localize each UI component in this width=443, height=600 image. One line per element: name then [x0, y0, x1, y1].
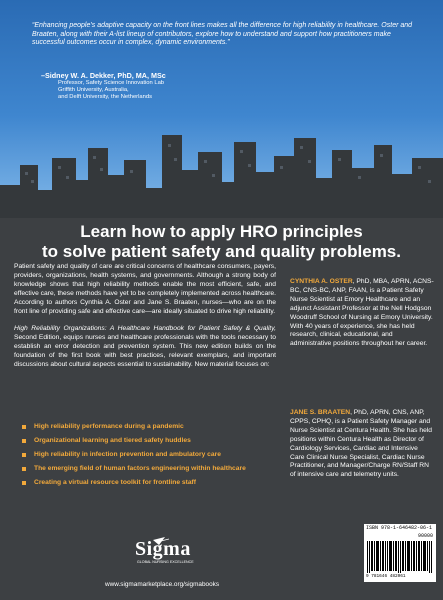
author-name: JANE S. BRAATEN [290, 409, 351, 416]
description [14, 263, 276, 379]
bullet-square-icon [22, 467, 26, 471]
quote-affiliation-1: Professor, Safety Science Innovation Lab [58, 80, 165, 86]
barcode-bars [367, 541, 433, 573]
barcode-number: 9 781646 482061 [366, 574, 406, 579]
description-paragraph-2-text: Second Edition, equips nurses and healthcare professionals with the tools necessary to establish an error detection and prevention system. This new edition builds on the foundation of the first book with best practices, relevant exemplars, and important discussions about cultural aspects essential to sustainability. New material focuses on: [14, 334, 276, 369]
author-bio-braaten [290, 409, 434, 480]
sigma-logo-tagline: GLOBAL NURSING EXCELLENCE [137, 560, 194, 564]
publisher-url: www.sigmamarketplace.org/sigmabooks [105, 581, 220, 588]
new-material-list [14, 420, 276, 490]
list-item: The emerging field of human factors engineering within healthcare [14, 462, 276, 476]
bullet-square-icon [22, 481, 26, 485]
quote-affiliation-2: Griffith University, Australia, [58, 87, 129, 93]
list-item: High reliability in infection prevention and ambulatory care [14, 448, 276, 462]
headline [0, 222, 443, 262]
endorsement-quote: “Enhancing people’s adaptive capacity on the front lines makes all the difference for high reliability in healthcare. Oster and Braaten, along with their A-list lineup of contributors, explore how to understand and support how practitioners make successful outcomes occur in complex, dynamic environments.” [32, 22, 413, 47]
isbn-barcode [364, 524, 436, 582]
city-skyline-illustration [0, 130, 443, 230]
bullet-square-icon [22, 453, 26, 457]
headline-line-2: to solve patient safety and quality problems. [42, 242, 401, 261]
price-code: 90000 [417, 533, 433, 539]
bullet-square-icon [22, 425, 26, 429]
list-item: High reliability performance during a pandemic [14, 420, 276, 434]
bullet-square-icon [22, 439, 26, 443]
author-bio-text: , PhD, APRN, CNS, ANP, CPPS, CPHQ, is a Patient Safety Manager and Nurse Scientist at Centura Health. She has held positions within Centura Health as Director of Cardiology Services, Cardiac and Intensive Care Clinical Nurse Specialist, Cardiac Nurse Practitioner, and Manager/Charge RN/Staff RN of intensive care and telemetry units. [290, 409, 433, 479]
author-bio-text: , PhD, MBA, APRN, ACNS-BC, CNS-BC, ANP, FAAN, is a Patient Safety Nurse Scientist at Emory Healthcare and an adjunct Assistant Professor at the Nell Hodgson Woodruff School of Nursing at Emory University. With 40 years of experience, she has held research, clinical, educational, and administrative positions throughout her career. [290, 278, 434, 348]
sigma-logo: Sigma [135, 538, 191, 560]
description-paragraph-2 [14, 325, 276, 370]
author-name: CYNTHIA A. OSTER [290, 278, 353, 285]
author-bio-oster [290, 278, 434, 349]
description-paragraph-1: Patient safety and quality of care are critical concerns of healthcare consumers, payers, providers, organizations, health systems, and governments. Although a strong body of knowledge shows that high reliability methods enable the most efficient, safe, and effective care, these methods have yet to be completely implemented across healthcare. According to authors Cynthia A. Oster and Jane S. Braaten, nurses—who are on the front line of providing safe and effective care—are ideally situated to drive high reliability. [14, 263, 276, 315]
quote-affiliation-3: and Delft University, the Netherlands [58, 94, 152, 100]
headline-line-1: Learn how to apply HRO principles [80, 222, 363, 241]
book-title: High Reliability Organizations: A Healthcare Handbook for Patient Safety & Quality, [14, 325, 276, 333]
list-item: Organizational learning and tiered safety huddles [14, 434, 276, 448]
isbn-number: ISBN 978-1-646482-06-1 [366, 525, 433, 531]
list-item: Creating a virtual resource toolkit for frontline staff [14, 476, 276, 490]
quote-author: –Sidney W. A. Dekker, PhD, MA, MSc [41, 71, 166, 80]
